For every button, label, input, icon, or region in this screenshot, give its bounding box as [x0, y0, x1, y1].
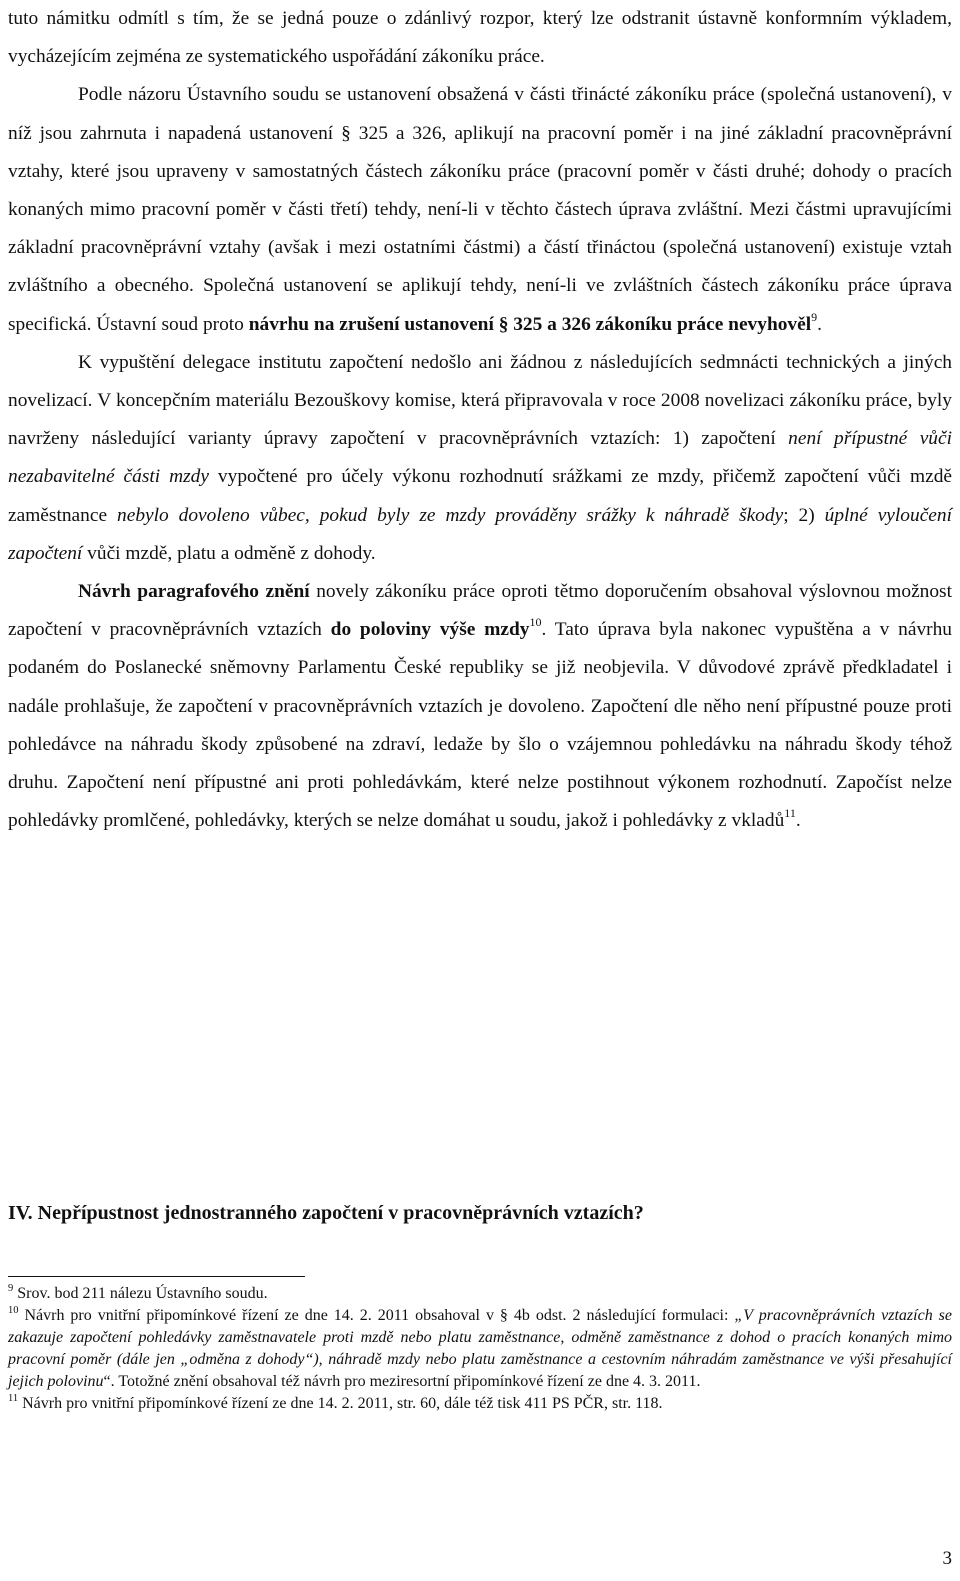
paragraph-1: [8, 0, 952, 76]
paragraph-2-text: Podle názoru Ústavního soudu se ustanovení obsažená v části třinácté zákoníku práce (společná ustanovení), v níž jsou zahrnuta i napadená ustanovení § 325 a 326, aplikují na pracovní poměr i na jiné základní pracovněprávní vztahy, které jsou upraveny v samostatných částech zákoníku práce (pracovní poměr v části druhé; dohody o pracích konaných mimo pracovní poměr v části třetí) tehdy, není-li v těchto částech úprava zvláštní. Mezi částmi upravujícími základní pracovněprávní vztahy (avšak i mezi ostatními částmi) a částí třináctou (společná ustanovení) existuje vztah zvláštního a obecného. Společná ustanovení se aplikují tehdy, není-li ve zvláštních částech zákoníku práce úprava specifická. Ústavní soud proto: [8, 84, 952, 335]
paragraph-4-text: novely zákoníku práce oproti tětmo doporučením obsahoval výslovnou možnost započtení v pracovněprávních vztazích: [8, 581, 952, 641]
footnote-9-text: Srov. bod 211 nálezu Ústavního soudu.: [13, 1285, 268, 1302]
footnote-10-number: 10: [8, 1305, 19, 1316]
footnote-ref-10: 10: [529, 615, 542, 630]
footnote-9: [8, 1283, 952, 1305]
footnote-10: [8, 1305, 952, 1393]
footnote-10-quote: „V pracovněprávních vztazích se zakazuje započtení pohledávky zaměstnavatele proti mzdě nebo platu zaměstnance, odměně zaměstnance z dohod o pracích konaných mimo pracovní poměr (dále jen „odměna z dohody“), náhradě mzdy nebo platu zaměstnance a cestovním náhradám zaměstnance ve výši přesahující jejich polovinu: [8, 1307, 952, 1390]
paragraph-3-text: K vypuštění delegace institutu započtení nedošlo ani žádnou z následujících sedmnácti technických a jiných novelizací. V koncepčním materiálu Bezouškovy komise, která připravovala v roce 2008 novelizaci zákoníku práce, byly navrženy následující varianty úpravy započtení v pracovněprávních vztazích: 1) započtení: [8, 351, 952, 450]
section-heading: IV. Nepřípustnost jednostranného započtení v pracovněprávních vztazích?: [8, 1202, 644, 1224]
paragraph-2-end: .: [817, 313, 822, 335]
paragraph-3-text-3: ; 2): [783, 504, 825, 526]
paragraph-3-text-4: vůči mzdě, platu a odměně z dohody.: [82, 542, 376, 564]
footnote-11-number: 11: [8, 1393, 19, 1404]
footnote-10-text: Návrh pro vnitřní připomínkové řízení ze dne 14. 2. 2011 obsahoval v § 4b odst. 2 následující formulaci:: [18, 1307, 735, 1324]
paragraph-4-text-2: . Tato úprava byla nakonec vypuštěna a v návrhu podaném do Poslanecké sněmovny Parlamentu České republiky se již neobjevila. V důvodové zprávě předkladatel i nadále prohlašuje, že započtení v pracovněprávních vztazích je dovoleno. Započtení dle něho není přípustné pouze proti pohledávce na náhradu škody způsobené na zdraví, ledaže by šlo o vzájemnou pohledávku na náhradu škody téhož druhu. Započtení není přípustné ani proti pohledávkám, které nelze postihnout výkonem rozhodnutí. Započíst nelze pohledávky promlčené, pohledávky, kterých se nelze domáhat u soudu, jakož i pohledávky z vkladů: [8, 619, 952, 832]
paragraph-3-italic-1: není přípustné vůči nezabavitelné části mzdy: [8, 428, 952, 488]
paragraph-2-bold: návrhu na zrušení ustanovení § 325 a 326 zákoníku práce nevyhověl: [248, 313, 812, 335]
paragraph-3-italic-2: nebylo dovoleno vůbec, pokud byly ze mzdy prováděny srážky k náhradě škody: [117, 504, 784, 526]
footnote-9-number: 9: [8, 1283, 14, 1294]
paragraph-4-end: .: [795, 810, 801, 832]
document-page: [8, 0, 952, 1569]
footnote-11-text: Návrh pro vnitřní připomínkové řízení ze dne 14. 2. 2011, str. 60, dále též tisk 411 PS PČR, str. 118.: [18, 1395, 663, 1412]
paragraph-3: [8, 344, 952, 573]
footnotes: [8, 1283, 952, 1415]
paragraph-3-italic-3: úplné vyloučení započtení: [8, 504, 952, 564]
footnote-ref-11: 11: [784, 806, 796, 821]
paragraph-3-text-2: vypočtené pro účely výkonu rozhodnutí srážkami ze mzdy, přičemž započtení vůči mzdě zaměstnance: [8, 466, 952, 526]
footnote-separator: [8, 1276, 305, 1277]
footnote-10-text-2: “. Totožné znění obsahoval též návrh pro meziresortní připomínkové řízení ze dne 4. 3. 2011.: [103, 1373, 701, 1390]
footnote-ref-9: 9: [811, 309, 818, 324]
paragraph-1-text: tuto námitku odmítl s tím, že se jedná pouze o zdánlivý rozpor, který lze odstranit ústavně konformním výkladem, vycházejícím zejména ze systematického uspořádání zákoníku práce.: [8, 8, 952, 68]
page-number: 3: [942, 1548, 952, 1569]
paragraph-4-bold-2: do poloviny výše mzdy: [330, 619, 530, 641]
paragraph-2: [8, 76, 952, 343]
footnote-11: [8, 1393, 952, 1415]
paragraph-4-bold-1: Návrh paragrafového znění: [78, 581, 310, 603]
body-text: [8, 0, 952, 840]
paragraph-4: [8, 573, 952, 840]
